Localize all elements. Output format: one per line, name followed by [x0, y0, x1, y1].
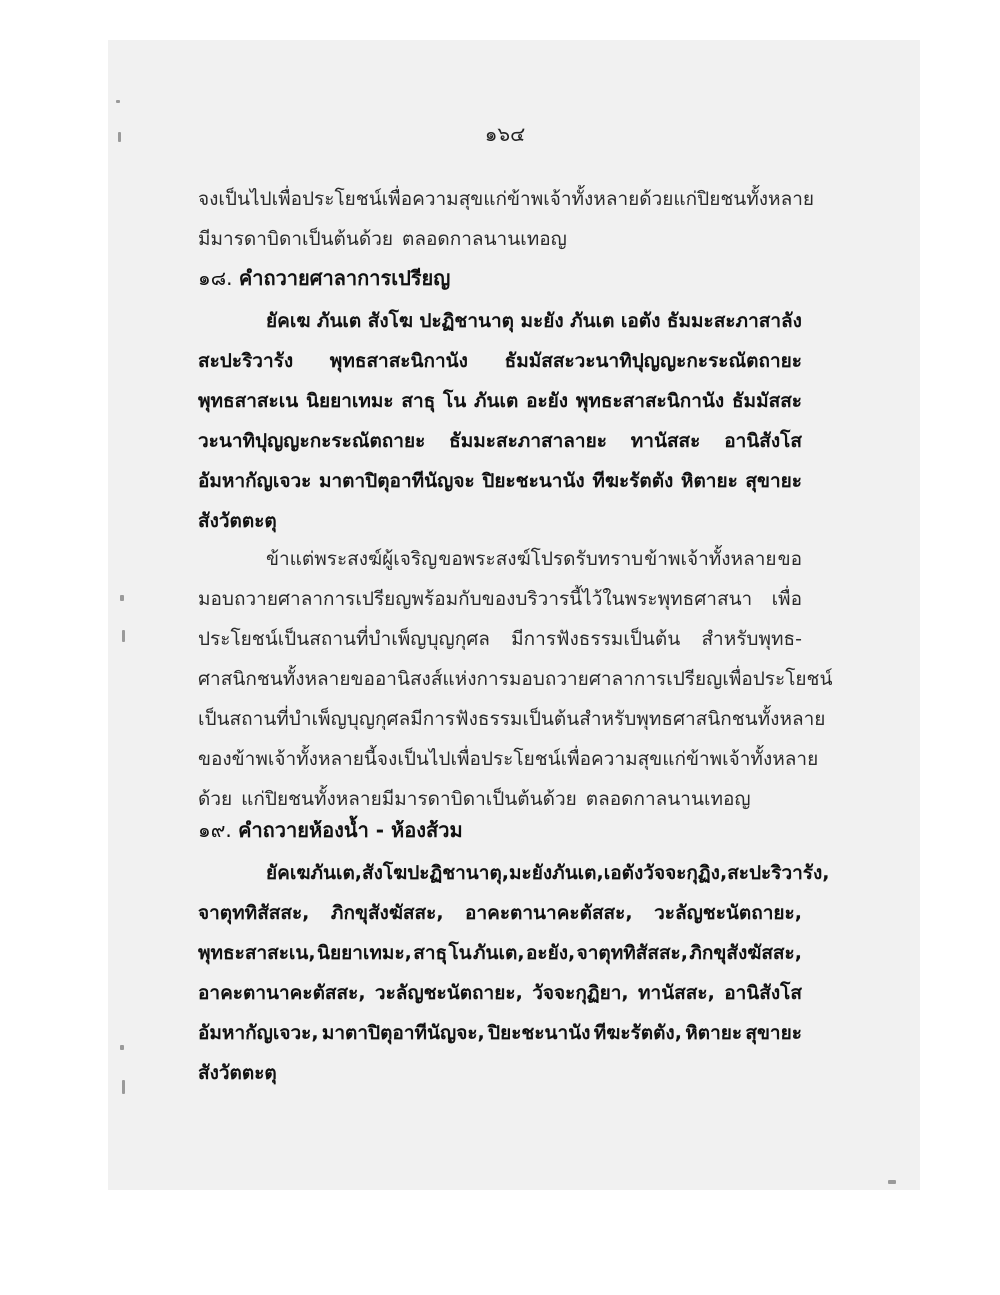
- word: นิยยาเทมะ,: [316, 942, 412, 964]
- word: ด้วย: [198, 788, 233, 810]
- pali-line: [198, 504, 802, 536]
- translation-line: [198, 702, 826, 734]
- word: ภันเต: [570, 310, 615, 332]
- word: ธัมมะสะภาสาลายะ: [449, 430, 607, 452]
- section-title: คำถวายห้องน้ำ - ห้องส้วม: [238, 818, 463, 842]
- word: แก่ปิยชนทั้งหลายมีมารดาบิดาเป็นต้นด้วย: [241, 788, 577, 810]
- scan-speck: [888, 1180, 896, 1184]
- word: ปิยะชะนานัง: [488, 1022, 591, 1044]
- word: ภิกขุสังฆัสสะ,: [689, 942, 802, 964]
- word: ขอ: [777, 548, 802, 570]
- word: พุทธะสาสะเน,: [198, 942, 316, 964]
- word: ปิยะชะนานัง: [482, 470, 585, 492]
- word: ขอพระสงฆ์โปรดรับทราบ: [438, 548, 644, 570]
- word: วะลัญชะนัตถายะ,: [654, 902, 802, 924]
- word: ภันเต,: [552, 862, 604, 884]
- word: แก่ข้าพเจ้าทั้งหลายด้วย: [483, 188, 674, 210]
- scan-speck: [122, 630, 125, 642]
- word: วัจจะกุฏิง,: [643, 862, 728, 884]
- word: ทานัสสะ,: [638, 982, 715, 1004]
- pali-line: [198, 464, 802, 496]
- word: ธัมมัสสะวะนาทิปุญญะกะระณัตถายะ: [504, 350, 802, 372]
- word: สะปะริวารัง: [198, 350, 294, 372]
- pali-line: [198, 424, 802, 456]
- word: หิตายะ: [680, 470, 738, 492]
- word: สังโฆ: [367, 310, 413, 332]
- pali-line: [198, 344, 802, 376]
- pali-line: [198, 896, 802, 928]
- word: สาธุ: [401, 390, 436, 412]
- word: วัจจะกุฏิยา,: [532, 982, 629, 1004]
- scan-speck: [118, 132, 121, 142]
- word: จาตุททิสัสสะ,: [576, 942, 688, 964]
- word: มะยัง: [509, 862, 553, 884]
- word: ศาสนิกชนทั้งหลาย: [198, 668, 351, 690]
- translation-line: [198, 782, 802, 814]
- section-number: ๑๙.: [198, 818, 239, 842]
- word: อานิสังโส: [724, 982, 802, 1004]
- word: ภันเต: [473, 390, 519, 412]
- word: ธัมมัสสะ: [731, 390, 802, 412]
- translation-line: [198, 622, 802, 654]
- word: ปะฏิชานาตุ: [419, 310, 514, 332]
- word: ปะฏิชานาตุ,: [407, 862, 510, 884]
- word: โน: [443, 390, 467, 412]
- word: มีการฟังธรรมเป็นต้น: [511, 628, 681, 650]
- word: สังวัตตะตุ: [198, 1062, 277, 1084]
- word: แก่ข้าพเจ้าทั้งหลาย: [662, 748, 819, 770]
- word: ภันเต: [316, 310, 362, 332]
- word: อาคะตานาคะตัสสะ,: [465, 902, 633, 924]
- translation-line: [266, 542, 802, 574]
- word: ยัคเฆ: [266, 310, 311, 332]
- text-line: [198, 222, 802, 254]
- word: ยัคเฆ: [266, 862, 311, 884]
- word: พุทธสาสะเน: [198, 390, 299, 412]
- word: แก่ปิยชนทั้งหลาย: [673, 188, 815, 210]
- word: พุทธสาสะนิกานัง: [329, 350, 468, 372]
- pali-line: [198, 976, 802, 1008]
- word: ประโยชน์เป็นสถานที่บำเพ็ญบุญกุศล: [198, 628, 490, 650]
- word: เพื่อ: [771, 588, 802, 610]
- pali-line: [266, 856, 830, 888]
- scan-speck: [120, 1045, 124, 1050]
- word: อัมหากัญเจวะ: [198, 470, 312, 492]
- word: ของข้าพเจ้าทั้งหลายนี้: [198, 748, 377, 770]
- word: พุทธะสาสะนิกานัง: [575, 390, 725, 412]
- word: มาตาปิตุอาทีนัญจะ,: [321, 1022, 485, 1044]
- word: จงเป็นไปเพื่อประโยชน์เพื่อความสุข: [376, 748, 663, 770]
- section-heading-19: [198, 814, 463, 846]
- word: วะลัญชะนัตถายะ,: [374, 982, 523, 1004]
- word: สุขายะ: [745, 470, 802, 492]
- word: สำหรับพุทธ-: [701, 628, 802, 650]
- word: มอบถวายศาลาการเปรียญพร้อมกับของบริวารนี้ไว้ในพระพุทธศาสนา: [198, 588, 753, 610]
- word: นิยยาเทมะ: [305, 390, 394, 412]
- pali-line: [198, 384, 802, 416]
- word: สุขายะ: [745, 1022, 802, 1044]
- pali-line: [198, 1016, 802, 1048]
- pali-line: [198, 1056, 802, 1088]
- word: ภันเต,: [310, 862, 363, 884]
- word: หิตายะ: [685, 1022, 743, 1044]
- translation-line: [198, 662, 833, 694]
- word: มีมารดาบิดาเป็นต้นด้วย: [198, 228, 394, 250]
- word: สาธุ: [413, 942, 448, 964]
- word: อะยัง: [526, 390, 569, 412]
- section-title: คำถวายศาลาการเปรียญ: [238, 266, 451, 290]
- word: จาตุททิสัสสะ,: [198, 902, 310, 924]
- word: อาคะตานาคะตัสสะ,: [198, 982, 366, 1004]
- word: อะยัง,: [525, 942, 576, 964]
- word: ทีฆะรัตตัง,: [593, 1022, 682, 1044]
- text-line: [198, 182, 815, 214]
- word: อัมหากัญเจวะ,: [198, 1022, 319, 1044]
- word: อานิสังโส: [724, 430, 802, 452]
- word: สังวัตตะตุ: [198, 510, 277, 532]
- word: ทีฆะรัตตัง: [592, 470, 674, 492]
- section-heading-18: [198, 262, 450, 294]
- word: เอตัง: [603, 862, 644, 884]
- word: ข้าพเจ้าทั้งหลาย: [644, 548, 777, 570]
- pali-line: [198, 936, 802, 968]
- word: ขออานิสงส์แห่งการมอบถวายศาลาการเปรียญเพื่อประโยชน์: [350, 668, 833, 690]
- word: เป็นสถานที่บำเพ็ญบุญกุศลมีการฟังธรรมเป็นต้นสำหรับพุทธศาสนิกชนทั้งหลาย: [198, 708, 826, 730]
- page-number: ๑๖๔: [484, 122, 526, 146]
- scan-speck: [116, 100, 120, 103]
- word: มะยัง: [520, 310, 564, 332]
- scan-speck: [122, 1080, 125, 1094]
- word: ทานัสสะ: [630, 430, 701, 452]
- section-number: ๑๘.: [198, 266, 239, 290]
- word: วะนาทิปุญญะกะระณัตถายะ: [198, 430, 426, 452]
- word: ภิกขุสังฆัสสะ,: [330, 902, 444, 924]
- word: ข้าแต่พระสงฆ์ผู้เจริญ: [266, 548, 438, 570]
- word: โน: [448, 942, 472, 964]
- word: ตลอดกาลนานเทอญ: [402, 228, 567, 250]
- word: ตลอดกาลนานเทอญ: [585, 788, 751, 810]
- translation-line: [198, 742, 819, 774]
- word: ภันเต,: [473, 942, 525, 964]
- word: สะปะริวารัง,: [727, 862, 830, 884]
- scan-speck: [120, 595, 124, 601]
- word: สังโฆ: [362, 862, 408, 884]
- pali-line: [266, 304, 802, 336]
- word: มาตาปิตุอาทีนัญจะ: [318, 470, 475, 492]
- word: เอตัง: [620, 310, 661, 332]
- word: ธัมมะสะภาสาลัง: [666, 310, 802, 332]
- translation-line: [198, 582, 802, 614]
- word: จงเป็นไปเพื่อประโยชน์เพื่อความสุข: [198, 188, 484, 210]
